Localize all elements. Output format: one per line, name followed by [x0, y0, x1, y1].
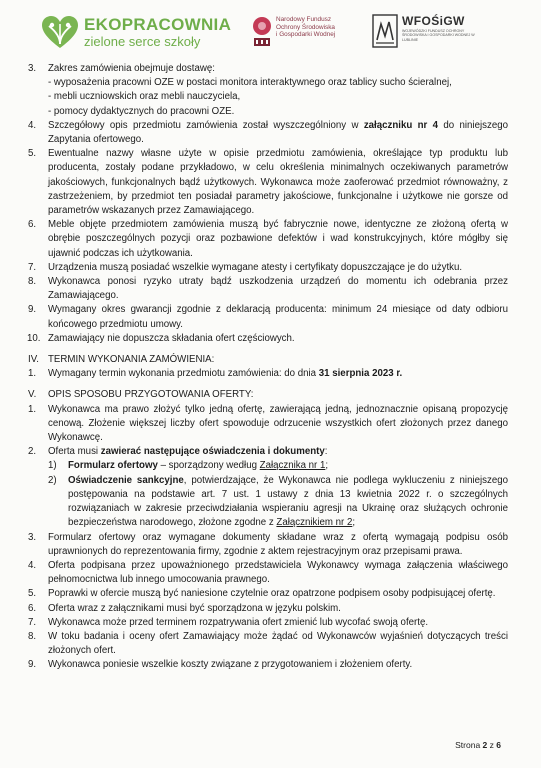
logo1-title: EKOPRACOWNIA [84, 15, 232, 34]
item-number: 6. [28, 602, 37, 614]
sub-item-text: ; [352, 517, 356, 529]
list-item-text: Wymagany okres gwarancji zgodnie z deklaracją producenta: minimum 24 miesiące od daty odbioru końcowego przedmiotu umowy. [48, 304, 508, 330]
list-item-text: Szczegółowy opis przedmiotu zamówienia został wyszczególniony w [48, 119, 364, 131]
item-number: 10. [27, 332, 41, 344]
attachment-link[interactable]: Załącznika nr 1 [259, 460, 326, 472]
current-page: 2 [482, 740, 488, 750]
total-pages: 6 [496, 740, 501, 750]
document-body [28, 62, 508, 673]
list-item-text: do niniejszego Zapytania ofertowego. [48, 119, 508, 146]
item-number: 6. [28, 219, 37, 231]
item-number: 9. [28, 659, 37, 671]
list-item-text: Wykonawca ma prawo złożyć tylko jedną ofertę, zawierającą jedną, jednoznacznie opisaną propozycję cenową. Złożenie większej liczby ofert spowoduje odrzucenie wszystkich ofert złożonych przez danego Wykonawcę. [48, 403, 508, 444]
nfosigw-emblem-icon [252, 16, 272, 48]
list-item-text: Wykonawca poniesie wszelkie koszty związane z przygotowaniem i złożeniem oferty. [48, 659, 413, 671]
item-number: 9. [28, 304, 37, 316]
item-number: 7. [28, 261, 37, 273]
item-number: 8. [28, 276, 37, 288]
section-title: OPIS SPOSOBU PRZYGOTOWANIA OFERTY: [48, 389, 254, 401]
attachment-link[interactable]: Załącznikiem nr 2 [276, 517, 353, 529]
list-item [28, 62, 508, 119]
wfosigw-logo [372, 14, 482, 48]
list-item [28, 218, 508, 261]
sub-item-text: , potwierdzające, że Wykonawca nie podlega wykluczeniu z niniejszego postępowania na podstawie art. 7 ust. 1 ustawy z dnia 13 kwietnia 2022 r. o szczególnych rozwiązaniach w zakresie przeciwdziałania wspieraniu agresji na Ukrainę oraz służących ochronie bezpieczeństwa narodowego, złożone zgodne z [68, 474, 508, 529]
list-item [28, 367, 508, 381]
list-item-text: Wymagany termin wykonania przedmiotu zamówienia: do dnia [48, 368, 319, 380]
list-item [28, 147, 508, 218]
list-item-text: Oferta musi [48, 446, 101, 458]
list-item-text: - wyposażenia pracowni OZE w postaci monitora interaktywnego oraz tablicy sucho ścieralnej, [48, 77, 452, 89]
attachment-reference: załączniku nr 4 [363, 119, 439, 131]
list-item [28, 303, 508, 331]
list-item-emphasis: zawierać następujące oświadczenia i dokumenty [100, 446, 325, 458]
item-number: 5. [28, 588, 37, 600]
sub-list-item [48, 474, 508, 531]
list-item [28, 119, 508, 147]
sub-list-item [48, 459, 508, 473]
list-item-text: Meble objęte przedmiotem zamówienia muszą być fabrycznie nowe, identyczne ze złożoną ofertą w obrębie poszczególnych pozycji oraz pozbawione defektów i wad konstrukcyjnych, które mógłby się ujawnić podczas ich użytkowania. [48, 219, 508, 259]
list-item [28, 602, 508, 616]
page-header [0, 10, 541, 56]
sub-item-number: 2) [48, 474, 57, 486]
list-item-text: - pomocy dydaktycznych do pracowni OZE. [48, 105, 235, 117]
logo3-subtitle: WOJEWÓDZKI FUNDUSZ OCHRONY ŚRODOWISKA I GOSPODARKI WODNEJ W LUBLINIE [402, 29, 475, 42]
list-item-text: Ewentualne nazwy własne użyte w opisie przedmiotu zamówienia, określające typ produktu lub producenta, zostały podane przykładowo, w celu określenia minimalnych oczekiwanych parametrów jakościowych, funkcjonalnych bądź użytkowych. Wykonawca może zaoferować przedmiot równoważny, z zastrzeżeniem, by przedmiot ten posiadał parametry jakościowe, funkcjonalne i użytkowe nie gorsze od parametrów wskazanych przez Zamawiającego. [48, 148, 508, 217]
section-heading [28, 388, 508, 402]
item-number: 2. [28, 446, 37, 458]
page-number [455, 740, 501, 750]
heart-leaf-icon [40, 14, 80, 50]
list-item-text: Poprawki w ofercie muszą być naniesione czytelnie oraz opatrzone podpisem osoby podpisującej ofertę. [48, 588, 496, 600]
sub-item-text: – sporządzony według [157, 460, 260, 472]
section-heading [28, 353, 508, 367]
sub-item-title: Formularz ofertowy [68, 460, 158, 472]
logo1-subtitle: zielone serce szkoły [84, 34, 201, 49]
section3-list [28, 62, 508, 346]
page-number-separator: z [487, 740, 497, 750]
nfosigw-logo [252, 16, 335, 48]
page-number-prefix: Strona [455, 740, 483, 750]
list-item-text: Zakres zamówienia obejmuje dostawę: [48, 63, 215, 74]
item-number: 1. [28, 368, 37, 380]
list-item [28, 616, 508, 630]
section-number: IV. [28, 354, 39, 366]
item-number: 7. [28, 616, 37, 628]
sub-item-number: 1) [48, 460, 57, 472]
logo3-title: WFOŚiGW [402, 14, 465, 28]
section5-list [28, 403, 508, 673]
section4-list [28, 367, 508, 381]
item-number: 3. [28, 63, 37, 74]
list-item [28, 630, 508, 658]
item-number: 3. [28, 531, 37, 543]
list-item-text: W toku badania i oceny ofert Zamawiający może żądać od Wykonawców wyjaśnień dotyczących treści złożonych ofert. [48, 630, 508, 657]
list-item-text: Zamawiający nie dopuszcza składania ofert częściowych. [48, 332, 295, 344]
sub-item-text: ; [325, 460, 329, 472]
item-number: 5. [28, 148, 37, 160]
list-item [28, 658, 508, 672]
section-number: V. [28, 389, 37, 401]
list-item [28, 587, 508, 601]
list-item [28, 403, 508, 446]
sub-item-title: Oświadczenie sankcyjne [68, 474, 184, 486]
item-number: 4. [28, 559, 37, 571]
section-title: TERMIN WYKONANIA ZAMÓWIENIA: [48, 354, 215, 366]
list-item [28, 531, 508, 559]
deadline-date: 31 sierpnia 2023 r. [318, 368, 403, 380]
item-number: 1. [28, 403, 37, 415]
list-item-text: Wykonawca może przed terminem rozpatrywania ofert zmienić lub wycofać swoją ofertę. [48, 616, 429, 628]
logo2-text: Narodowy Fundusz Ochrony Środowiska i Gospodarki Wodnej [276, 16, 336, 39]
list-item-text: Urządzenia muszą posiadać wszelkie wymagane atesty i certyfikaty dopuszczające je do użytku. [48, 261, 463, 273]
list-item-text: Formularz ofertowy oraz wymagane dokumenty składane wraz z ofertą wymagają podpisu osób uprawnionych do reprezentowania firmy, zgodnie z aktem rejestracyjnym oraz przepisami prawa. [48, 531, 508, 557]
list-item [28, 559, 508, 587]
list-item [28, 332, 508, 346]
list-item [28, 275, 508, 303]
item-number: 4. [28, 119, 37, 131]
item-number: 8. [28, 630, 37, 642]
list-item [28, 261, 508, 275]
list-item-text: Oferta wraz z załącznikami musi być sporządzona w języku polskim. [48, 602, 341, 614]
wfosigw-emblem-icon [372, 14, 398, 48]
list-item-text: Oferta podpisana przez upoważnionego przedstawiciela Wykonawcy wymaga załączenia właściwego pełnomocnictwa lub innego umocowania prawnego. [48, 559, 508, 586]
list-item-text: - mebli uczniowskich oraz mebli nauczyciela, [48, 91, 241, 103]
ekopracownia-logo [40, 14, 231, 50]
list-item [28, 445, 508, 530]
list-item-text: Wykonawca ponosi ryzyko utraty bądź uszkodzenia urządzeń do momentu ich odebrania przez Zamawiającego. [48, 276, 508, 302]
list-item-text: : [324, 446, 328, 458]
